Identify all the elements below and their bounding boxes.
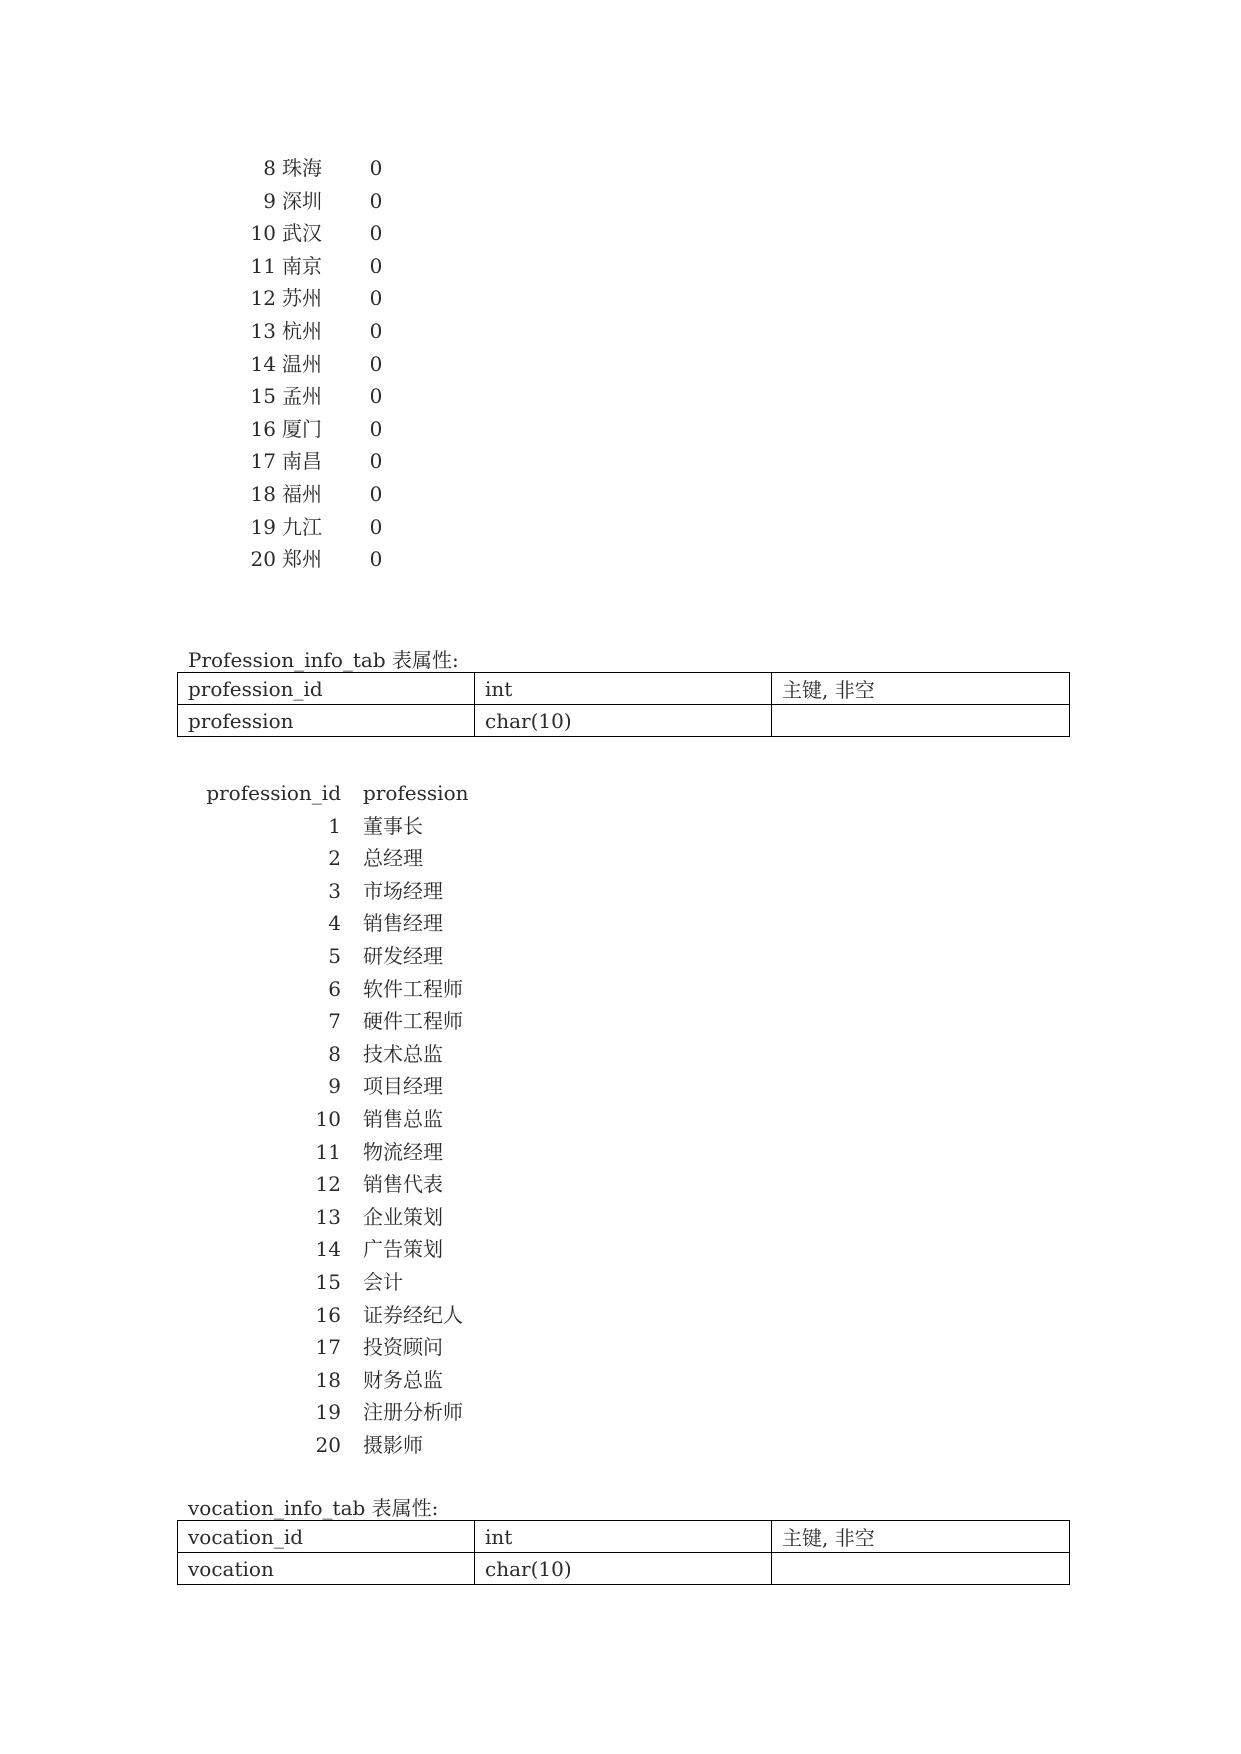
list-item <box>196 1364 469 1397</box>
city-name: 厦门 <box>282 416 322 441</box>
profession-id: 16 <box>315 1302 341 1327</box>
list-item <box>196 875 469 908</box>
profession-id: 11 <box>315 1139 341 1164</box>
field-cell: vocation <box>178 1553 475 1585</box>
city-name: 珠海 <box>282 156 322 180</box>
city-value: 0 <box>369 481 383 506</box>
list-item <box>196 1233 469 1266</box>
list-item <box>230 152 396 185</box>
profession-id: 20 <box>315 1432 341 1457</box>
list-item <box>196 842 469 875</box>
profession-name: 项目经理 <box>363 1074 443 1099</box>
city-value: 0 <box>369 156 383 180</box>
list-item <box>196 1070 469 1103</box>
constraint-cell <box>772 1553 1070 1585</box>
list-item <box>230 478 396 511</box>
list-item <box>196 1103 469 1136</box>
vocation-table-caption: vocation_info_tab 表属性: <box>188 1496 439 1520</box>
city-name: 杭州 <box>282 318 322 343</box>
type-cell: int <box>475 673 772 705</box>
city-value: 0 <box>369 547 383 572</box>
constraint-cell <box>772 705 1070 737</box>
profession-id: 3 <box>328 878 341 903</box>
list-item <box>196 810 469 843</box>
profession-id: 13 <box>315 1204 341 1229</box>
city-id: 14 <box>250 351 276 376</box>
city-name: 南京 <box>282 253 322 278</box>
list-item <box>196 973 469 1006</box>
list-item <box>196 1005 469 1038</box>
city-name: 郑州 <box>282 547 322 572</box>
profession-id: 5 <box>328 943 341 968</box>
list-item <box>230 511 396 544</box>
city-id: 11 <box>250 253 276 278</box>
list-item <box>230 250 396 283</box>
city-name: 苏州 <box>282 286 322 311</box>
profession-id: 15 <box>315 1269 341 1294</box>
profession-id: 18 <box>315 1367 341 1392</box>
profession-name: 物流经理 <box>363 1139 443 1164</box>
profession-id: 14 <box>315 1237 341 1262</box>
city-id: 18 <box>250 481 276 506</box>
list-item <box>230 185 396 218</box>
profession-id: 7 <box>328 1009 341 1034</box>
city-value: 0 <box>369 416 383 441</box>
list-item <box>196 1299 469 1332</box>
profession-id: 4 <box>328 911 341 936</box>
list-item <box>230 348 396 381</box>
list-item <box>196 940 469 973</box>
profession-list <box>196 777 469 1461</box>
profession-name: 董事长 <box>363 813 423 838</box>
profession-id: 2 <box>328 846 341 871</box>
city-name: 孟州 <box>282 384 322 409</box>
profession-id: 19 <box>315 1400 341 1425</box>
city-name: 温州 <box>282 351 322 376</box>
city-name: 九江 <box>282 514 322 539</box>
list-item <box>196 1038 469 1071</box>
city-id: 17 <box>250 449 276 474</box>
profession-name: 投资顾问 <box>363 1335 443 1360</box>
city-id: 16 <box>250 416 276 441</box>
city-id: 10 <box>250 221 276 246</box>
profession-name: 财务总监 <box>363 1367 443 1392</box>
profession-name: 广告策划 <box>363 1237 443 1262</box>
city-id: 8 <box>263 156 276 180</box>
city-value: 0 <box>369 221 383 246</box>
city-value: 0 <box>369 449 383 474</box>
profession-name: 市场经理 <box>363 878 443 903</box>
city-value: 0 <box>369 286 383 311</box>
profession-id: 9 <box>328 1074 341 1099</box>
city-id: 15 <box>250 384 276 409</box>
city-value: 0 <box>369 253 383 278</box>
constraint-cell: 主键, 非空 <box>772 673 1070 705</box>
list-item <box>196 1201 469 1234</box>
city-id: 13 <box>250 318 276 343</box>
field-cell: profession_id <box>178 673 475 705</box>
list-item <box>230 380 396 413</box>
list-item <box>230 445 396 478</box>
list-item <box>196 907 469 940</box>
profession-table-caption: Profession_info_tab 表属性: <box>188 648 459 672</box>
type-cell: int <box>475 1521 772 1553</box>
table-row <box>178 1553 1070 1585</box>
profession-name: 会计 <box>363 1269 403 1294</box>
header-id: profession_id <box>206 781 341 805</box>
profession-name: 摄影师 <box>363 1432 423 1457</box>
city-value: 0 <box>369 318 383 343</box>
vocation-attr-table <box>177 1520 1070 1585</box>
list-item <box>230 217 396 250</box>
profession-list-header <box>196 777 469 810</box>
list-item <box>196 1168 469 1201</box>
profession-name: 销售经理 <box>363 911 443 936</box>
field-cell: profession <box>178 705 475 737</box>
type-cell: char(10) <box>475 1553 772 1585</box>
city-id: 12 <box>250 286 276 311</box>
profession-name: 销售代表 <box>363 1172 443 1197</box>
field-cell: vocation_id <box>178 1521 475 1553</box>
profession-name: 总经理 <box>363 846 423 871</box>
profession-name: 注册分析师 <box>363 1400 463 1425</box>
profession-id: 8 <box>328 1041 341 1066</box>
city-id: 19 <box>250 514 276 539</box>
city-name: 武汉 <box>282 221 322 246</box>
type-cell: char(10) <box>475 705 772 737</box>
list-item <box>196 1136 469 1169</box>
profession-name: 研发经理 <box>363 943 443 968</box>
profession-id: 12 <box>315 1172 341 1197</box>
city-value: 0 <box>369 351 383 376</box>
profession-name: 技术总监 <box>363 1041 443 1066</box>
list-item <box>230 413 396 446</box>
constraint-cell: 主键, 非空 <box>772 1521 1070 1553</box>
city-id: 9 <box>263 188 276 213</box>
profession-name: 硬件工程师 <box>363 1009 463 1034</box>
profession-name: 销售总监 <box>363 1106 443 1131</box>
list-item <box>230 282 396 315</box>
profession-id: 6 <box>328 976 341 1001</box>
city-value: 0 <box>369 188 383 213</box>
city-id: 20 <box>250 547 276 572</box>
list-item <box>196 1429 469 1462</box>
profession-name: 企业策划 <box>363 1204 443 1229</box>
city-name: 深圳 <box>282 188 322 213</box>
city-list <box>230 152 396 576</box>
profession-attr-table <box>177 672 1070 737</box>
header-name: profession <box>363 781 469 805</box>
list-item <box>196 1331 469 1364</box>
table-row <box>178 673 1070 705</box>
profession-name: 软件工程师 <box>363 976 463 1001</box>
city-name: 南昌 <box>282 449 322 474</box>
list-item <box>230 543 396 576</box>
profession-id: 1 <box>328 813 341 838</box>
profession-name: 证券经纪人 <box>363 1302 463 1327</box>
profession-id: 17 <box>315 1335 341 1360</box>
list-item <box>196 1396 469 1429</box>
list-item <box>196 1266 469 1299</box>
table-row <box>178 705 1070 737</box>
profession-id: 10 <box>315 1106 341 1131</box>
city-name: 福州 <box>282 481 322 506</box>
city-value: 0 <box>369 384 383 409</box>
table-row <box>178 1521 1070 1553</box>
list-item <box>230 315 396 348</box>
city-value: 0 <box>369 514 383 539</box>
